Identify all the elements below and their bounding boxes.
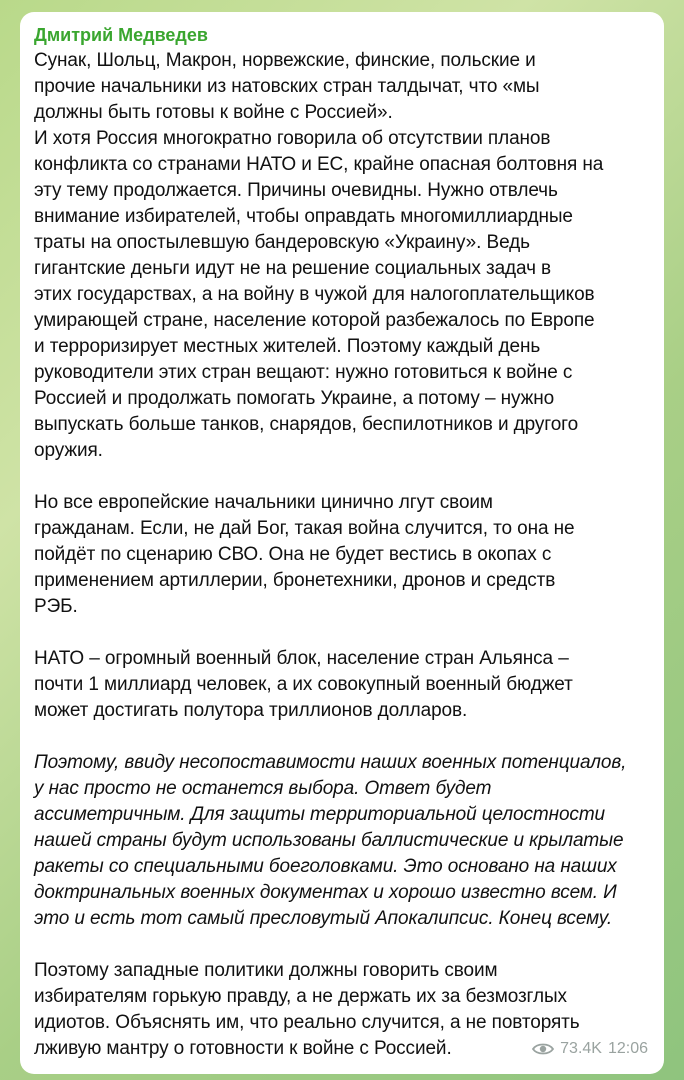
message-meta bbox=[532, 1040, 648, 1058]
message-paragraph-5: Поэтому западные политики должны говорить своим избирателям горькую правду, а не держать их за безмозглых идиотов. Объяснять им, что реально случится, а не повторять лживую мантру о готовности к войне с Россией. bbox=[34, 960, 580, 1059]
paragraph-spacer bbox=[34, 724, 650, 750]
paragraph-spacer bbox=[34, 620, 650, 646]
message-time: 12:06 bbox=[607, 1040, 648, 1057]
paragraph-spacer bbox=[34, 932, 650, 958]
message-paragraph-1: Сунак, Шольц, Макрон, норвежские, финские, польские и прочие начальники из натовских стран талдычат, что «мы должны быть готовы к войне с Россией». И хотя Россия многократно говорила об отсутствии планов конфликта со странами НАТО и ЕС, крайне опасная болтовня на эту тему продолжается. Причины очевидны. Нужно отвлечь внимание избирателей, чтобы оправдать многомиллиардные траты на опостылевшую бандеровскую «Украину». Ведь гигантские деньги идут не на решение социальных задач в этих государствах, а на войну в чужой для налогоплательщиков умирающей стране, население которой разбежалось по Европе и терроризирует местных жителей. Поэтому каждый день руководители этих стран вещают: нужно готовиться к войне с Россией и продолжать помогать Украине, а потому – нужно выпускать больше танков, снарядов, беспилотников и другого оружия. bbox=[34, 50, 604, 461]
sender-name[interactable]: Дмитрий Медведев bbox=[34, 25, 208, 45]
eye-icon bbox=[532, 1042, 554, 1056]
message-paragraph-2: Но все европейские начальники цинично лгут своим гражданам. Если, не дай Бог, такая война случится, то она не пойдёт по сценарию СВО. Она не будет вестись в окопах с применением артиллерии, бронетехники, дронов и средств РЭБ. bbox=[34, 492, 575, 617]
message-paragraph-4: Поэтому, ввиду несопоставимости наших военных потенциалов, у нас просто не останется выбора. Ответ будет ассиметричным. Для защиты территориальной целостности нашей страны будут использованы баллистические и крылатые ракеты со специальными боеголовками. Это основано на наших доктринальных военных документах и хорошо известно всем. И это и есть тот самый пресловутый Апокалипсис. Конец всему. bbox=[34, 752, 627, 929]
message-bubble[interactable] bbox=[20, 12, 664, 1074]
message-paragraph-3: НАТО – огромный военный блок, население стран Альянса – почти 1 миллиард человек, а их совокупный военный бюджет может достигать полутора триллионов долларов. bbox=[34, 648, 573, 721]
view-count: 73.4K bbox=[560, 1040, 602, 1057]
paragraph-spacer bbox=[34, 464, 650, 490]
